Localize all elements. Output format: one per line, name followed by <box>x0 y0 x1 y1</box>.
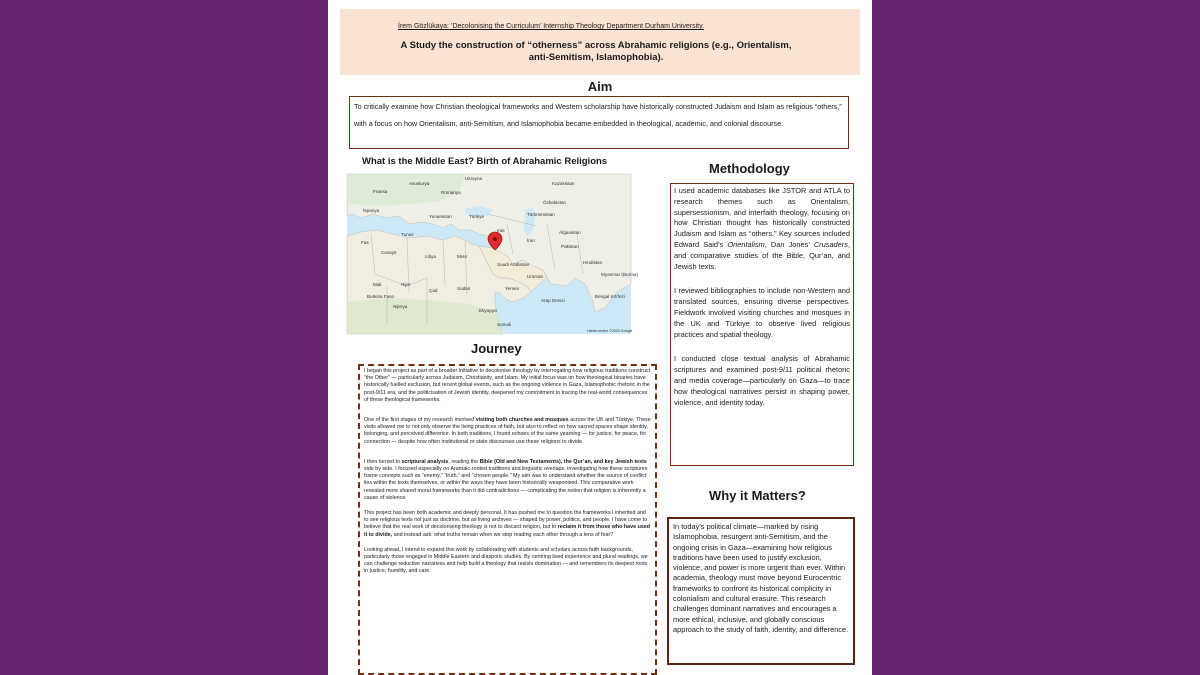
journey-paragraph-4 <box>364 510 651 539</box>
poster-title: A Study the construction of “otherness” across Abrahamic religions (e.g., Orientalism, anti-Semitism, Islamophobia). <box>400 40 792 63</box>
map-label: Cezayir <box>381 250 397 255</box>
map-label: Özbekistan <box>543 200 566 205</box>
journey-paragraph-2 <box>364 417 651 446</box>
journey-emphasis: reclaim it from those who have used it to divide, <box>364 524 651 538</box>
map-label: Fransa <box>373 189 388 194</box>
map-label: Pakistan <box>561 244 579 249</box>
map-label: Ukrayna <box>465 176 483 181</box>
map-label: Arap Denizi <box>541 298 565 303</box>
methodology-paragraph-2: I reviewed bibliographies to include non-Western and translated sources, ensuring diverse perspectives. Fieldwork involved visiting churches and mosques in the UK and Türkiye to observe lived religious practices and spatial theology. <box>674 286 850 339</box>
map-label: Yemen <box>505 286 520 291</box>
map-heading: What is the Middle East? Birth of Abrahamic Religions <box>362 156 608 167</box>
map-label: Burkina Faso <box>367 294 395 299</box>
why-it-matters-text: In today’s political climate—marked by rising Islamophobia, resurgent anti-Semitism, and the ongoing crisis in Gaza—examining how religious traditions have been used to justify exclusion, violence, and power is more urgent than ever. Within academia, theology must move beyond Eurocentric frameworks to confront its historical complicity in colonialism and cultural erasure. This research challenges dominant narratives and encourages a more ethical, inclusive, and globally conscious approach to the study of faith, identity, and difference. <box>673 522 849 634</box>
methodology-text: , Dan Jones’ <box>764 239 814 249</box>
map-label: Libya <box>425 254 436 259</box>
map-label: Fas <box>361 240 369 245</box>
map-label: Çad <box>429 288 438 293</box>
map-label: Nijerya <box>393 304 408 309</box>
author-line[interactable]: İrem Gözlükaya: ‘Decolonising the Curriculum’ Internship Theology Department Durham University. <box>398 23 705 30</box>
journey-paragraph-5: Looking ahead, I intend to expand this work by collaborating with students and scholars across faith backgrounds, particularly those engaged in Middle Eastern and diasporic studies. By centring lived experience and plural readings, we can challenge reductive narratives and help build a theology that resists domination — and remembers its deepest roots in justice, humility, and care. <box>364 546 648 575</box>
journey-box <box>358 364 657 675</box>
map-label: İran <box>527 238 535 243</box>
middle-east-map <box>347 174 639 334</box>
aim-text: To critically examine how Christian theological frameworks and Western scholarship have historically constructed Judaism and Islam as religious “others,” with a focus on how Orientalism, anti-Semitism, and Islamophobia became embedded in theological, academic, and colonial discourse. <box>354 102 842 128</box>
aim-heading: Aim <box>587 79 613 94</box>
journey-text: , reading the <box>448 458 480 465</box>
poster <box>328 0 872 675</box>
map-label: İspanya <box>363 208 380 213</box>
journey-paragraph-1: I began this project as part of a broader initiative to decolonise theology by interrogating how religious traditions construct “the Other” — particularly across Judaism, Christianity, and Islam. My initial focus was on how theological binaries have historically fuelled exclusion, but recent global events, such as the ongoing violence in Gaza, Islamophobic rhetoric in the post-9/11 era, and the politicisation of Jewish identity, deepened my commitment to tracing the real-world consequences of these theological frameworks. <box>364 368 651 403</box>
journey-text: This project has been both academic and deeply personal. It has pushed me to question the frameworks I inherited and to see religious texts not just as doctrine, but as living archives — shaped by power, politics, and people. I have come to believe that the real work of decolonising theology is not to discard religion, but to <box>364 510 648 531</box>
map-label: Bengal Körfezi <box>595 294 625 299</box>
map-label: Somali <box>497 322 512 327</box>
map-attribution[interactable]: Harita verileri ©2025 Google <box>587 329 633 333</box>
methodology-box <box>670 183 854 466</box>
methodology-book-title: Orientalism <box>727 239 765 249</box>
journey-text: side by side. I focused especially on Aramaic-rooted traditions and linguistic overlaps, investigating how these scriptures frame concepts such as “enemy,” “truth,” and “chosen people.” My aim was to understand whether the source of conflict lies within the texts themselves, or within the ways they have been historically weaponised. This comparative work revealed more shared moral frameworks than it did contradictions — complicating the notion that religion is inherently a cause of violence. <box>364 466 648 501</box>
journey-text: I then turned to <box>364 458 402 465</box>
map-label: Romanya <box>441 190 461 195</box>
methodology-book-title: Crusaders <box>813 239 848 249</box>
poster-header <box>340 9 860 75</box>
map-label: Umman <box>527 274 544 279</box>
map-label: Sudan <box>457 286 471 291</box>
journey-text: One of the first stages of my research involved <box>364 417 476 424</box>
map-label: Avusturya <box>409 181 430 186</box>
journey-emphasis: Bible (Old and New Testaments), the Qur’an, and key Jewish texts <box>479 458 647 465</box>
methodology-text: I used academic databases like JSTOR and ATLA to research themes such as Orientalism, supersessionism, and interfaith theology, focusing on how Christian thought has historically constructed Judaism and Islam as “others.” Key sources included Edward Said’s <box>674 186 850 249</box>
methodology-paragraph-3: I conducted close textual analysis of Abrahamic scriptures and examined post-9/11 political rhetoric and media coverage—particularly on Gaza—to trace how theological narratives persist in shaping power, violence, and identity today. <box>674 354 850 407</box>
map-label: Suudi Arabistan <box>497 262 530 267</box>
journey-heading: Journey <box>471 341 522 356</box>
why-it-matters-box <box>667 517 855 665</box>
map-label: Kazakistan <box>552 181 575 186</box>
map-label: Irak <box>497 228 505 233</box>
map-label: Nijer <box>401 282 411 287</box>
aim-box <box>349 96 849 149</box>
map-label: Hindistan <box>583 260 603 265</box>
journey-emphasis: scriptural analysis <box>401 458 449 465</box>
map-label: Yunanistan <box>429 214 452 219</box>
methodology-paragraph-1 <box>674 186 850 272</box>
map-svg <box>347 174 639 334</box>
map-label: Afganistan <box>559 230 581 235</box>
journey-emphasis: visiting both churches and mosques <box>475 417 569 424</box>
journey-text: and instead ask: what truths remain when we stop reading each other through a lens of fear? <box>392 531 614 538</box>
map-label: Tunus <box>401 232 414 237</box>
map-label: Türkiye <box>469 214 485 219</box>
methodology-text: , and comparative studies of the Bible, Qur’an, and Jewish texts. <box>674 239 850 271</box>
journey-paragraph-3 <box>364 459 651 502</box>
journey-text: across the UK and Türkiye. These visits allowed me to not only observe the living practices of faith, but also to reflect on how sacred spaces shape identity, belonging, and perceived difference. In both traditions, I found echoes of the same yearning — for justice, for peace, for connection — despite how often institutional or state discourses use these religions to divide. <box>364 417 651 445</box>
map-label: Etiyopya <box>479 308 497 313</box>
methodology-heading: Methodology <box>709 161 790 176</box>
map-label: Türkmenistan <box>527 212 555 217</box>
why-it-matters-heading: Why it Matters? <box>709 488 806 503</box>
map-label: Mısır <box>457 254 468 259</box>
map-label: Myanmar (Burma) <box>601 272 639 277</box>
map-label: Mali <box>373 282 382 287</box>
